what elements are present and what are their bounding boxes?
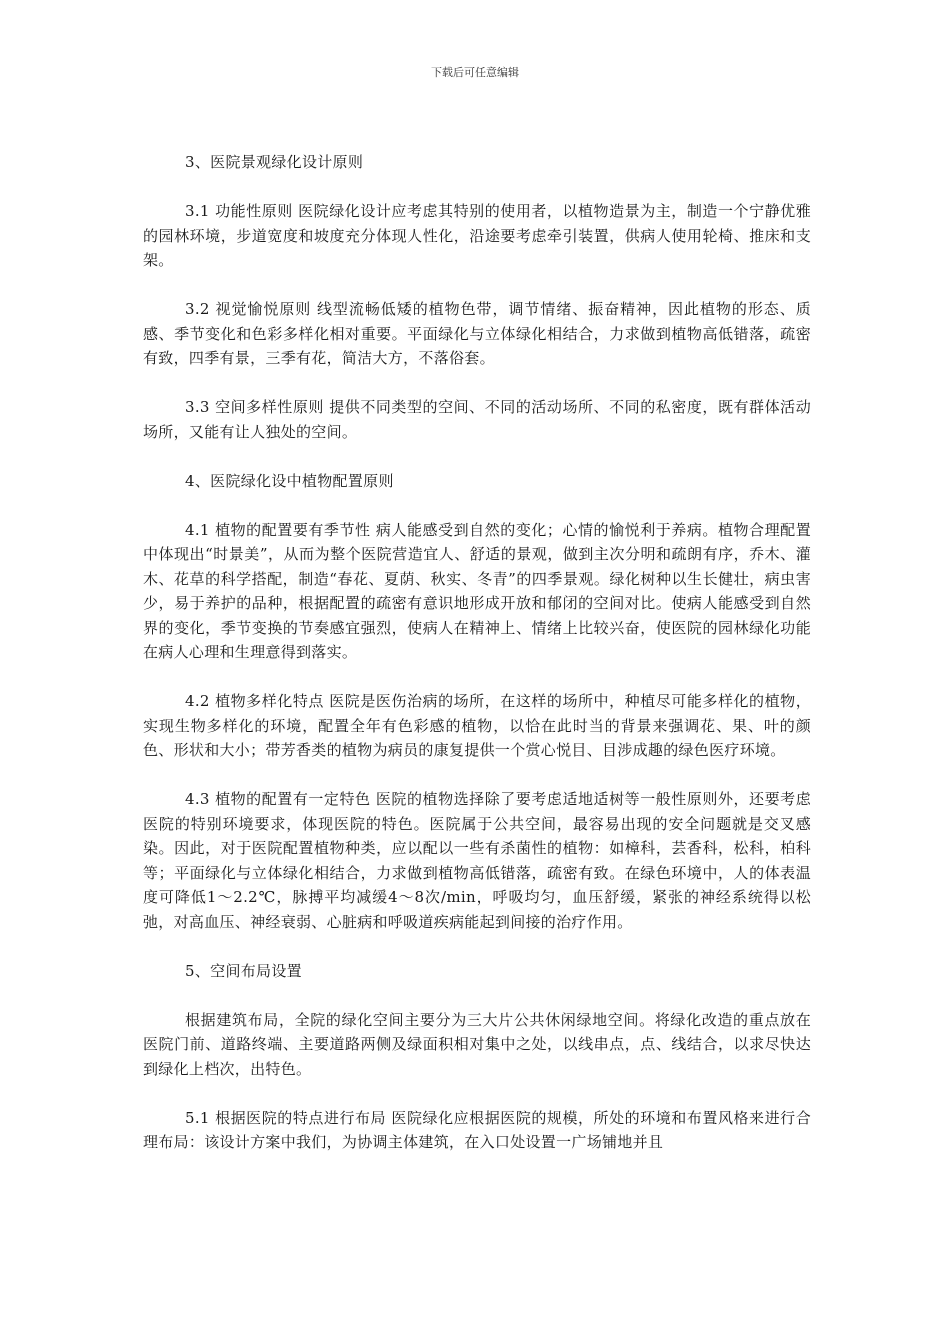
- page-header: 下载后可任意编辑: [431, 66, 519, 79]
- document-body: [143, 150, 811, 1179]
- paragraph-4-1: 4.1 植物的配置要有季节性 病人能感受到自然的变化；心情的愉悦利于养病。植物合理配置中体现出“时景美”，从而为整个医院营造宜人、舒适的景观，做到主次分明和疏朗有序，乔木、灌木、花草的科学搭配，制造“春花、夏荫、秋实、冬青”的四季景观。绿化树种以生长健壮，病虫害少，易于养护的品种，根据配置的疏密有意识地形成开放和郁闭的空间对比。使病人能感受到自然界的变化，季节变换的节奏感宜强烈，使病人在精神上、情绪上比较兴奋，使医院的园林绿化功能在病人心理和生理意得到落实。: [143, 520, 811, 661]
- paragraph-4-2: 4.2 植物多样化特点 医院是医伤治病的场所，在这样的场所中，种植尽可能多样化的植物，实现生物多样化的环境，配置全年有色彩感的植物，以恰在此时当的背景来强调花、果、叶的颜色、形状和大小；带芳香类的植物为病员的康复提供一个赏心悦目、目涉成趣的绿色医疗环境。: [143, 692, 811, 759]
- section-3-heading: 3、医院景观绿化设计原则: [185, 153, 364, 171]
- paragraph-3-2: 3.2 视觉愉悦原则 线型流畅低矮的植物色带，调节情绪、振奋精神，因此植物的形态、质感、季节变化和色彩多样化相对重要。平面绿化与立体绿化相结合，力求做到植物高低错落，疏密有致，四季有景，三季有花，简洁大方，不落俗套。: [143, 300, 811, 367]
- paragraph-4-3: 4.3 植物的配置有一定特色 医院的植物选择除了要考虑适地适树等一般性原则外，还要考虑医院的特别环境要求，体现医院的特色。医院属于公共空间，最容易出现的安全问题就是交叉感染。因此，对于医院配置植物种类，应以配以一些有杀菌性的植物：如樟科，芸香科，松科，柏科等；平面绿化与立体绿化相结合，力求做到植物高低错落，疏密有致。在绿色环境中，人的体表温度可降低1～2.2℃，脉搏平均减缓4～8次/min，呼吸均匀，血压舒缓，紧张的神经系统得以松弛，对高血压、神经衰弱、心脏病和呼吸道疾病能起到间接的治疗作用。: [143, 790, 811, 931]
- paragraph-5-intro: 根据建筑布局，全院的绿化空间主要分为三大片公共休闲绿地空间。将绿化改造的重点放在医院门前、道路终端、主要道路两侧及绿面积相对集中之处，以线串点，点、线结合，以求尽快达到绿化上档次，出特色。: [143, 1010, 811, 1078]
- paragraph-5-1: 5.1 根据医院的特点进行布局 医院绿化应根据医院的规模，所处的环境和布置风格来进行合理布局：该设计方案中我们，为协调主体建筑，在入口处设置一广场铺地并且: [143, 1108, 811, 1151]
- paragraph-3-1: 3.1 功能性原则 医院绿化设计应考虑其特别的使用者，以植物造景为主，制造一个宁静优雅的园林环境，步道宽度和坡度充分体现人性化，沿途要考虑牵引装置，供病人使用轮椅、推床和支架。: [143, 202, 811, 269]
- paragraph-3-3: 3.3 空间多样性原则 提供不同类型的空间、不同的活动场所、不同的私密度，既有群体活动场所，又能有让人独处的空间。: [143, 398, 811, 441]
- section-5-heading: 5、空间布局设置: [185, 961, 302, 980]
- section-4-heading: 4、医院绿化设中植物配置原则: [185, 471, 394, 490]
